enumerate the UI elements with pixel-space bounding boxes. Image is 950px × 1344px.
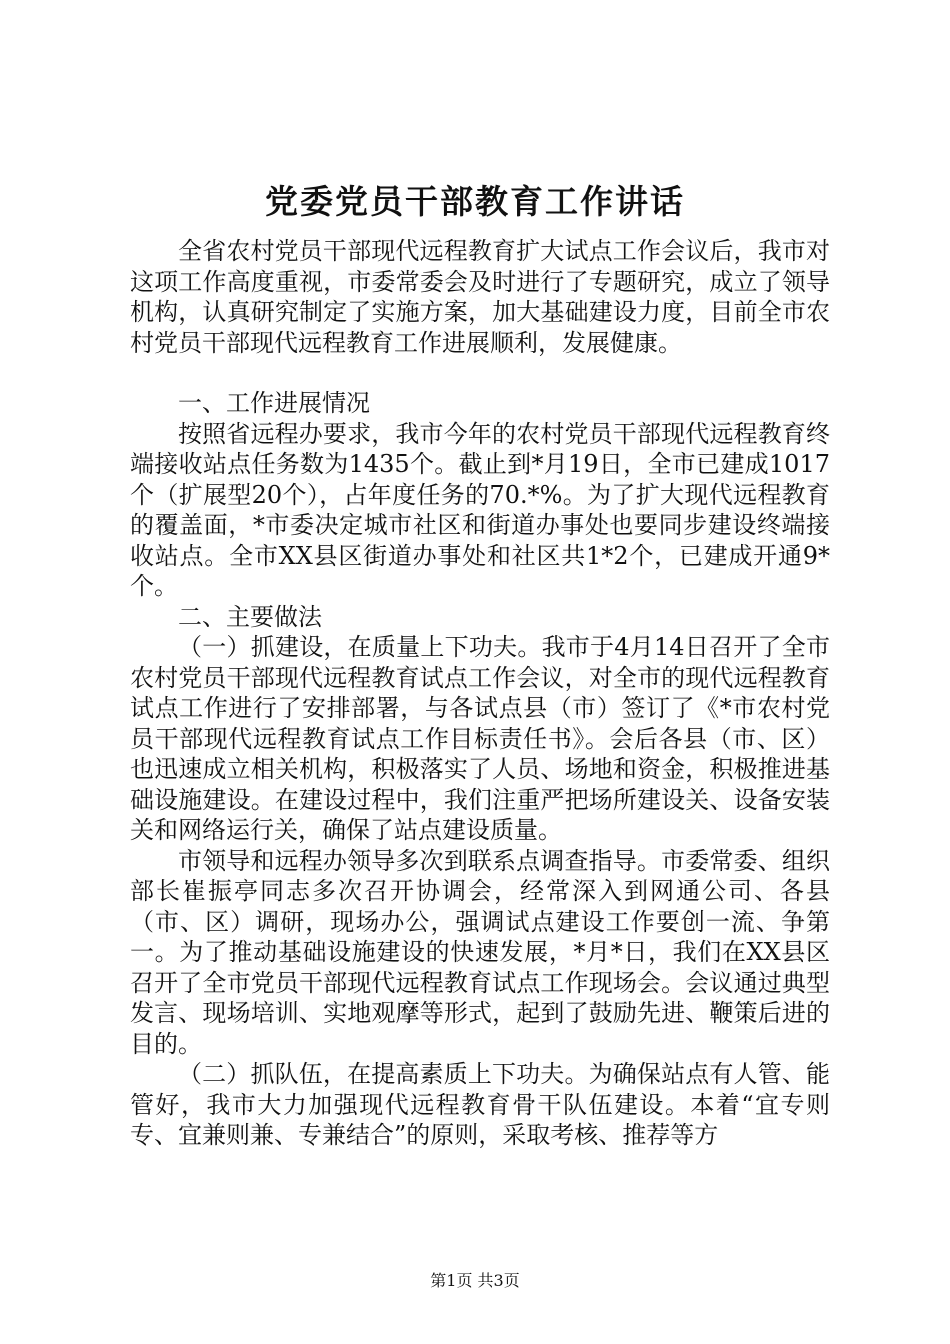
- section-heading-progress: 一、工作进展情况: [178, 389, 370, 417]
- intro-paragraph: 全省农村党员干部现代远程教育扩大试点工作会议后，我市对这项工作高度重视，市委常委会及时进行了专题研究，成立了领导机构，认真研究制定了实施方案，加大基础建设力度，目前全市农村党员干部现代远程教育工作进展顺利，发展健康。: [130, 237, 830, 357]
- page-footer: 第1页 共3页: [430, 1271, 520, 1290]
- methods-paragraph-3: （二）抓队伍，在提高素质上下功夫。为确保站点有人管、能管好，我市大力加强现代远程教育骨干队伍建设。本着“宜专则专、宜兼则兼、专兼结合”的原则，采取考核、推荐等方: [130, 1060, 830, 1149]
- document-body: [130, 236, 830, 1151]
- methods-paragraph-1: （一）抓建设，在质量上下功夫。我市于4月14日召开了全市农村党员干部现代远程教育试点工作会议，对全市的现代远程教育试点工作进行了安排部署，与各试点县（市）签订了《*市农村党员干部现代远程教育试点工作目标责任书》。会后各县（市、区）也迅速成立相关机构，积极落实了人员、场地和资金，积极推进基础设施建设。在建设过程中，我们注重严把场所建设关、设备安装关和网络运行关，确保了站点建设质量。: [130, 633, 830, 844]
- progress-paragraph: 按照省远程办要求，我市今年的农村党员干部现代远程教育终端接收站点任务数为1435个。截止到*月19日，全市已建成1017个（扩展型20个），占年度任务的70.*%。为了扩大现代远程教育的覆盖面，*市委决定城市社区和街道办事处也要同步建设终端接收站点。全市XX县区街道办事处和社区共1*2个，已建成开通9*个。: [130, 419, 830, 600]
- section-heading-methods: 二、主要做法: [178, 602, 322, 631]
- methods-paragraph-2: 市领导和远程办领导多次到联系点调查指导。市委常委、组织部长崔振亭同志多次召开协调会，经常深入到网通公司、各县（市、区）调研，现场办公，强调试点建设工作要创一流、争第一。为了推动基础设施建设的快速发展，*月*日，我们在XX县区召开了全市党员干部现代远程教育试点工作现场会。会议通过典型发言、现场培训、实地观摩等形式，起到了鼓励先进、鞭策后进的目的。: [130, 846, 830, 1058]
- document-title: 党委党员干部教育工作讲话: [265, 182, 685, 221]
